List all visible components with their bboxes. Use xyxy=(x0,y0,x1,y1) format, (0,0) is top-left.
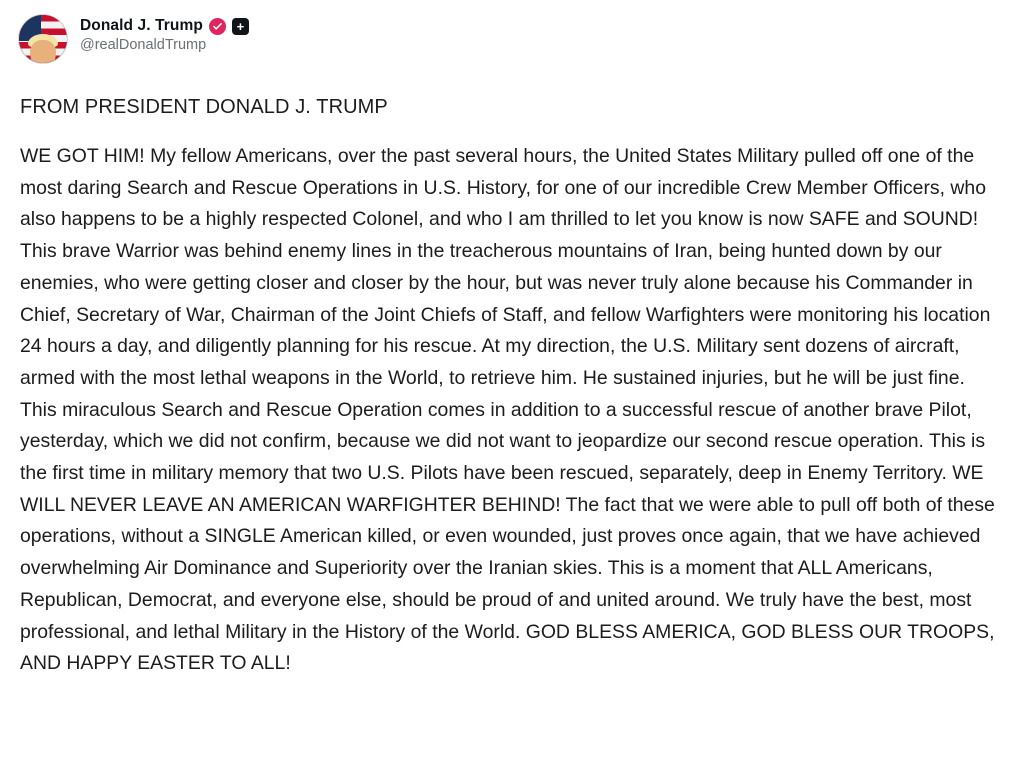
author-handle[interactable]: @realDonaldTrump xyxy=(80,37,207,53)
author-display-name[interactable]: Donald J. Trump xyxy=(80,17,203,34)
verified-check-icon xyxy=(209,18,226,35)
author-info xyxy=(80,14,249,53)
avatar-face xyxy=(30,40,56,64)
avatar[interactable] xyxy=(18,14,68,64)
post-text: WE GOT HIM! My fellow Americans, over the past several hours, the United States Military pulled off one of the most daring Search and Rescue Operations in U.S. History, for one of our incredible Crew Member Officers, who also happens to be a highly respected Colonel, and who I am thrilled to let you know is now SAFE and SOUND! This brave Warrior was behind enemy lines in the treacherous mountains of Iran, being hunted down by our enemies, who were getting closer and closer by the hour, but was never truly alone because his Commander in Chief, Secretary of War, Chairman of the Joint Chiefs of Staff, and fellow Warfighters were monitoring his location 24 hours a day, and diligently planning for his rescue. At my direction, the U.S. Military sent dozens of aircraft, armed with the most lethal weapons in the World, to retrieve him. He sustained injuries, but he will be just fine. This miraculous Search and Rescue Operation comes in addition to a successful rescue of another brave Pilot, yesterday, which we did not confirm, because we did not want to jeopardize our second rescue operation. This is the first time in military memory that two U.S. Pilots have been rescued, separately, deep in Enemy Territory. WE WILL NEVER LEAVE AN AMERICAN WARFIGHTER BEHIND! The fact that we were able to pull off both of these operations, without a SINGLE American killed, or even wounded, just proves once again, that we have achieved overwhelming Air Dominance and Superiority over the Iranian skies. This is a moment that ALL Americans, Republican, Democrat, and everyone else, should be proud of and united around. We truly have the best, most professional, and lethal Military in the History of the World. GOD BLESS AMERICA, GOD BLESS OUR TROOPS, AND HAPPY EASTER TO ALL! xyxy=(20,145,995,675)
author-name-line xyxy=(80,17,249,35)
post-subject: FROM PRESIDENT DONALD J. TRUMP xyxy=(20,96,388,118)
post-header xyxy=(18,10,1006,68)
plus-badge-icon: + xyxy=(232,18,249,35)
post-body xyxy=(18,96,1006,680)
